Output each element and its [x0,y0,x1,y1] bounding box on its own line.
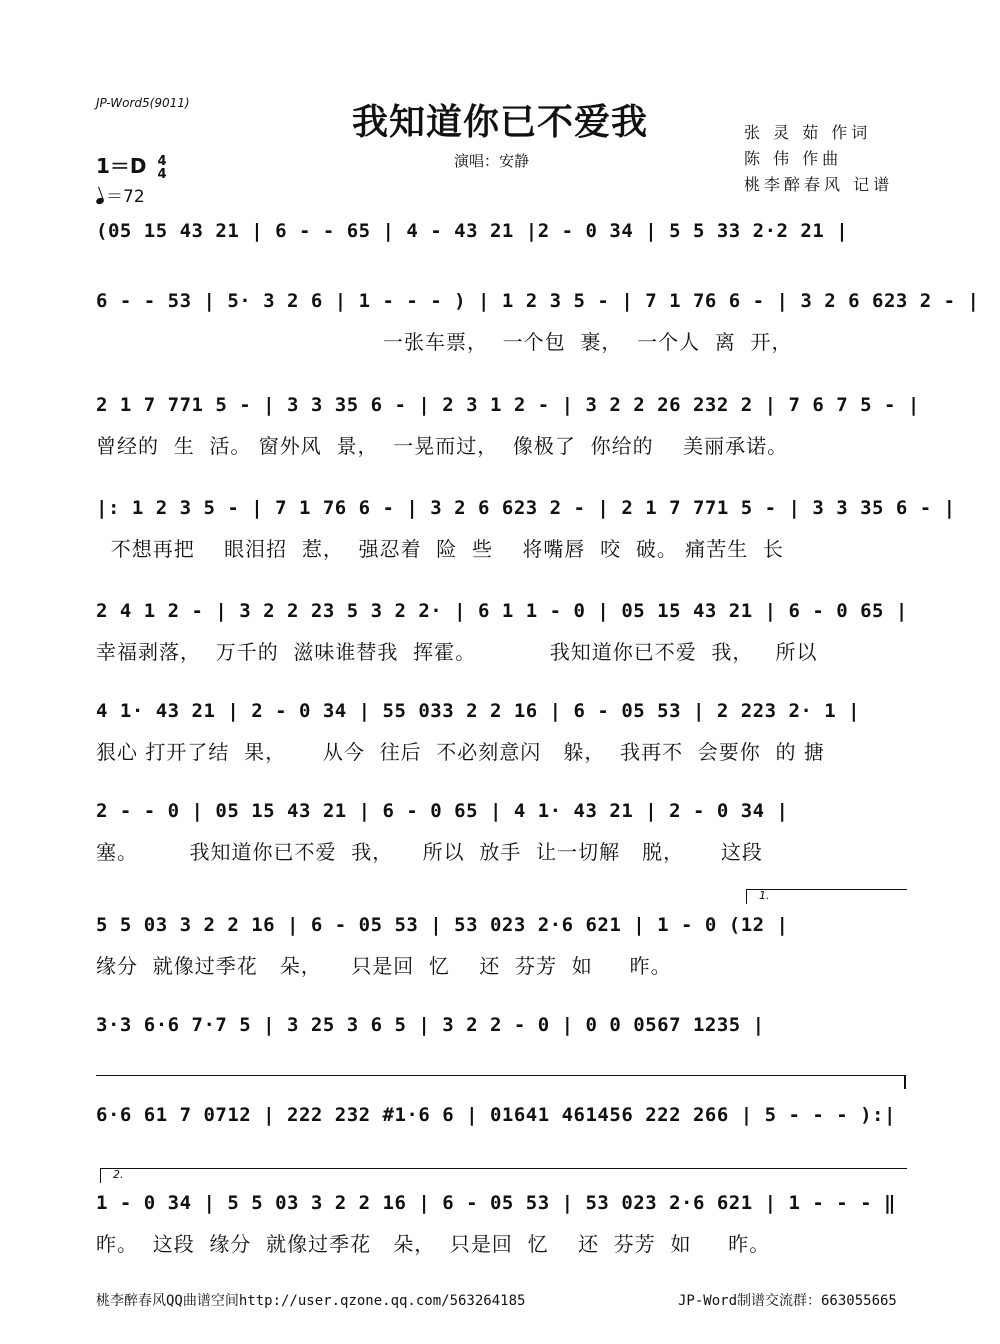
tempo-marking [96,182,145,207]
transcriber-credit: 桃李醉春风 记谱 [744,175,894,194]
key-signature [96,150,167,181]
score-line-1: (05 15 43 21 | 6 - - 65 | 4 - 43 21 |2 - 0 34 | 5 5 33 2·2 21 | [96,220,849,242]
score-line-3: 2 1 7 771 5 - | 3 3 35 6 - | 2 3 1 2 - | 3 2 2 26 232 2 | 7 6 7 5 - | [96,394,920,416]
lyric-line-8: 缘分 就像过季花 朵， 只是回 忆 还 芬芳 如 昨。 [96,954,672,978]
score-line-8: 5 5 03 3 2 2 16 | 6 - 05 53 | 53 023 2·6 621 | 1 - 0 (12 | [96,914,789,936]
repeat-rule [96,1075,906,1076]
footer-left: 桃李醉春风QQ曲谱空间http://user.qzone.qq.com/563264185 [96,1293,526,1309]
lyric-line-7: 塞。 我知道你已不爱 我， 所以 放手 让一切解 脱， 这段 [96,840,763,864]
first-ending-label: 1. [759,889,770,902]
repeat-rule-end [904,1075,906,1089]
credits-block [744,120,893,198]
score-line-6: 4 1· 43 21 | 2 - 0 34 | 55 033 2 2 16 | 6 - 05 53 | 2 223 2· 1 | [96,700,861,722]
second-ending-bracket [100,1168,907,1183]
score-line-5: 2 4 1 2 - | 3 2 2 23 5 3 2 2· | 6 1 1 - 0 | 05 15 43 21 | 6 - 0 65 | [96,600,908,622]
lyric-line-3: 曾经的 生 活。 窗外风 景， 一晃而过， 像极了 你给的 美丽承诺。 [96,434,789,458]
first-ending-bracket [746,889,907,904]
composer-credit: 陈 伟 作曲 [744,149,843,168]
score-line-9: 3·3 6·6 7·7 5 | 3 25 3 6 5 | 3 2 2 - 0 | 0 0 0567 1235 | [96,1014,765,1036]
lyric-line-4: 不想再把 眼泪招 惹， 强忍着 险 些 将嘴唇 咬 破。 痛苦生 长 [96,537,784,561]
score-line-2: 6 - - 53 | 5· 3 2 6 | 1 - - - ) | 1 2 3 5 - | 7 1 76 6 - | 3 2 6 623 2 - | [96,290,980,312]
meter-bottom: 4 [157,166,167,182]
lyric-line-11: 昨。 这段 缘分 就像过季花 朵， 只是回 忆 还 芬芳 如 昨。 [96,1232,771,1256]
song-title: 我知道你已不爱我 [351,101,648,143]
lyric-line-5: 幸福剥落， 万千的 滋味谁替我 挥霍。 我知道你已不爱 我， 所以 [96,640,818,664]
software-label: JP-Word5(9011) [96,96,190,110]
meter-top: 4 [157,153,167,169]
key-label: 1＝D [96,154,147,178]
lyricist-credit: 张 灵 茹 作词 [744,123,872,142]
score-line-11: 1 - 0 34 | 5 5 03 3 2 2 16 | 6 - 05 53 | 53 023 2·6 621 | 1 - - - ‖ [96,1192,896,1214]
lyric-line-2: 一张车票， 一个包 裹， 一个人 离 开， [96,330,793,354]
tempo-value: ＝72 [106,187,145,207]
score-line-4: |: 1 2 3 5 - | 7 1 76 6 - | 3 2 6 623 2 - | 2 1 7 771 5 - | 3 3 35 6 - | [96,497,956,519]
footer-right: JP-Word制谱交流群：663055665 [678,1293,897,1309]
score-line-7: 2 - - 0 | 05 15 43 21 | 6 - 0 65 | 4 1· 43 21 | 2 - 0 34 | [96,800,789,822]
quarter-note-icon [95,197,105,205]
singer-credit: 演唱：安静 [454,152,530,170]
time-signature [158,155,167,181]
second-ending-label: 2. [113,1168,124,1181]
lyric-line-6: 狠心 打开了结 果， 从今 往后 不必刻意闪 躲， 我再不 会要你 的 搪 [96,740,825,764]
score-line-10: 6·6 61 7 0712 | 222 232 #1·6 6 | 01641 461456 222 266 | 5 - - - ):| [96,1104,896,1126]
